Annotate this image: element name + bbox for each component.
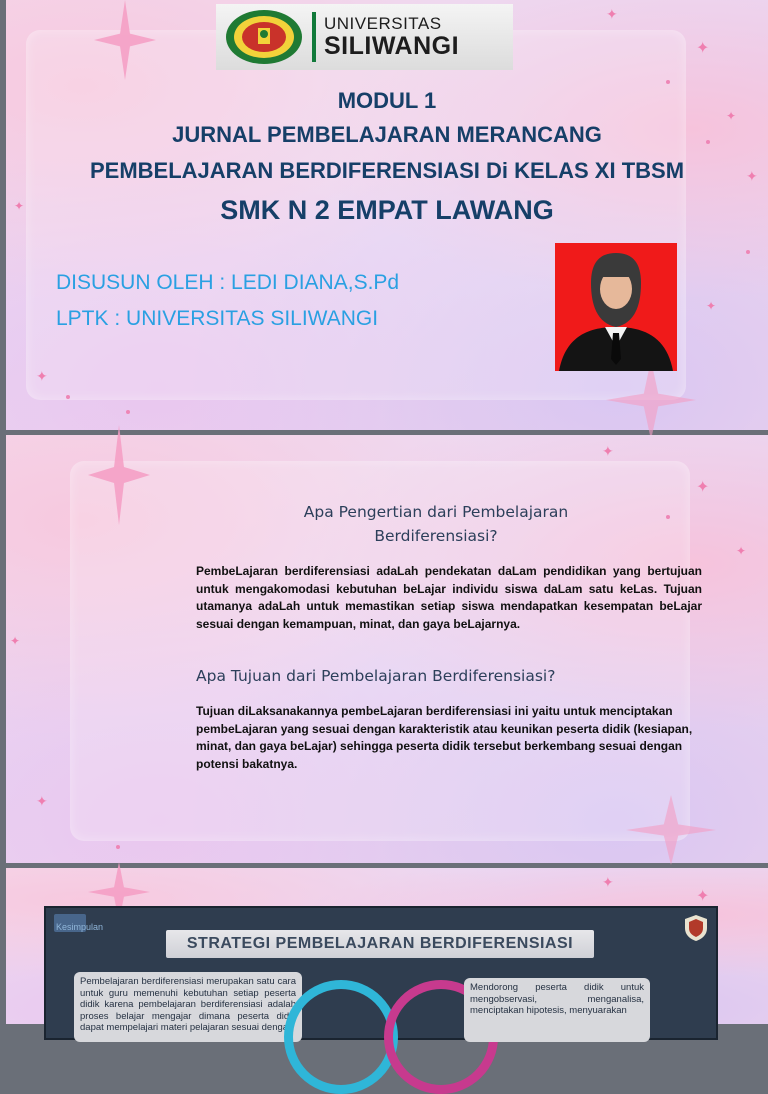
dot-decoration: [666, 80, 670, 84]
title-line-3: PEMBELAJARAN BERDIFERENSIASI Di KELAS XI TBSM: [89, 158, 685, 183]
school-name: SMK N 2 EMPAT LAWANG: [220, 195, 554, 225]
sparkle-icon: ✦: [36, 794, 48, 810]
sparkle-icon: ✦: [696, 477, 710, 496]
shield-icon: [684, 914, 708, 942]
slide-cover: [6, 0, 768, 430]
dot-decoration: [116, 845, 120, 849]
dot-decoration: [746, 250, 750, 254]
sparkle-icon: ✦: [602, 444, 614, 460]
sparkle-icon: ✦: [606, 7, 618, 23]
dot-decoration: [666, 515, 670, 519]
title-line-2: JURNAL PEMBELAJARAN MERANCANG: [172, 122, 602, 147]
sparkle-icon: ✦: [602, 875, 614, 891]
dot-decoration: [66, 395, 70, 399]
sparkle-icon: ✦: [696, 886, 710, 905]
strategy-banner: STRATEGI PEMBELAJARAN BERDIFERENSIASI: [166, 930, 594, 958]
sparkle-icon: ✦: [706, 299, 717, 313]
right-text-box: Mendorong peserta didik untuk mengobservasi, menganalisa, menciptakan hipotesis, menyuarakan: [464, 978, 650, 1042]
tag-label: Kesimpulan: [56, 922, 104, 932]
sparkle-icon: ✦: [14, 199, 25, 213]
university-emblem-icon: [224, 8, 304, 66]
answer-1: PembeLajaran berdiferensiasi adaLah pendekatan daLam pendidikan yang bertujuan untuk mengakomodasi kebutuhan beLajar individu siswa daLam satu keLas. Tujuan utamanya adaLah untuk memastikan setiap siswa mendapatkan kesempatan beLajar sesuai dengan kemampuan, minat, dan gaya beLajarnya.: [196, 564, 702, 631]
sparkle-icon: ✦: [736, 544, 747, 558]
module-title: MODUL 1: [337, 88, 437, 113]
slide-strategy: [6, 868, 768, 1033]
question-1-line1: Apa Pengertian dari Pembelajaran: [303, 503, 569, 521]
cyan-ring: [284, 980, 398, 1094]
university-logo: [216, 4, 513, 70]
question-1-line2: Berdiferensiasi?: [374, 527, 498, 545]
author-photo: [555, 243, 677, 371]
sparkle-icon: ✦: [746, 169, 758, 185]
slide-definition: [6, 435, 768, 863]
left-text-box: Pembelajaran berdiferensiasi merupakan satu cara untuk guru memenuhi kebutuhan setiap peserta didik karena pembelajaran berdiferensiasi adalah proses belajar mengajar dimana peserta didik dapat mempelajari materi pelajaran sesuai dengan: [74, 972, 302, 1042]
dot-decoration: [126, 410, 130, 414]
logo-divider: [312, 12, 316, 62]
strategy-panel: [44, 906, 718, 1040]
logo-line2: SILIWANGI: [324, 32, 460, 60]
sparkle-icon: ✦: [726, 109, 737, 123]
logo-line1: UNIVERSITAS: [324, 14, 442, 33]
sparkle-icon: ✦: [10, 634, 21, 648]
person-icon: [555, 243, 677, 371]
author-line: DISUSUN OLEH : LEDI DIANA,S.Pd: [56, 271, 400, 294]
answer-2: Tujuan diLaksanakannya pembeLajaran berdiferensiasi ini yaitu untuk menciptakan pembeLajaran yang sesuai dengan karakteristik atau keunikan peserta didik (kesiapan, minat, dan gaya beLajar) sehingga peserta didik tersebut berkembang sesuai dengan potensi bakatnya.: [196, 704, 693, 771]
sparkle-icon: ✦: [696, 38, 710, 57]
lptk-line: LPTK : UNIVERSITAS SILIWANGI: [56, 307, 379, 330]
question-2: Apa Tujuan dari Pembelajaran Berdiferensiasi?: [196, 667, 556, 685]
sparkle-icon: ✦: [36, 369, 48, 385]
